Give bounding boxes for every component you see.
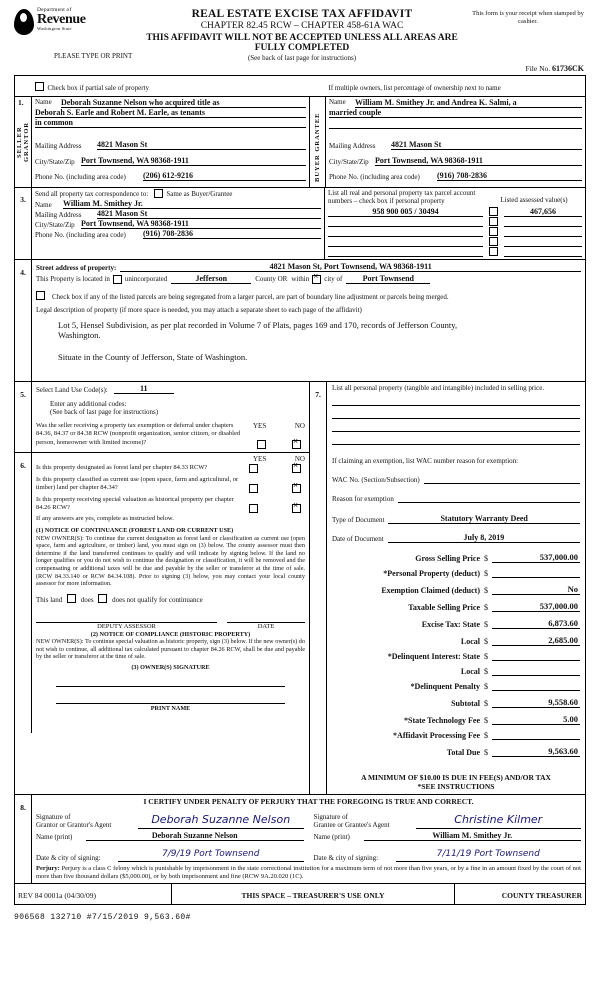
money-value-6 xyxy=(492,660,580,661)
doc-date-value: July 8, 2019 xyxy=(388,533,580,543)
parcel-0: 958 900 005 / 30494 xyxy=(328,207,483,217)
seller-city-label: City/State/Zip xyxy=(35,157,75,166)
assessed-2 xyxy=(504,236,582,237)
money-value-1 xyxy=(492,577,580,578)
page-title: REAL ESTATE EXCISE TAX AFFIDAVIT xyxy=(191,8,413,20)
buyer-mailing-value: 4821 Mason St xyxy=(391,140,582,150)
money-value-11 xyxy=(492,739,580,740)
s5-yes-label: YES xyxy=(253,422,267,430)
wac-value xyxy=(424,483,580,484)
file-no-value: 61736CK xyxy=(552,64,584,73)
money-row-8 xyxy=(332,682,580,691)
s6-q3-no-checkbox[interactable] xyxy=(292,504,301,513)
section-8-table xyxy=(14,795,586,884)
does-not-qualify-checkbox[interactable] xyxy=(98,594,107,603)
dollar-sign-2: $ xyxy=(484,586,488,595)
buyer-name-line1: William M. Smithey Jr. and Andrea K. Salmi, a xyxy=(355,98,582,108)
section-3-number: 3. xyxy=(20,195,26,204)
money-row-0 xyxy=(332,552,580,563)
buyer-mailing-label: Mailing Address xyxy=(329,142,376,151)
money-row-4 xyxy=(332,618,580,629)
same-as-buyer-checkbox[interactable] xyxy=(154,189,163,198)
grantor-name-print-label: Name (print) xyxy=(36,833,73,841)
unincorporated-checkbox[interactable] xyxy=(113,275,122,284)
segregation-checkbox[interactable] xyxy=(36,291,45,300)
grantee-date-city: 7/11/19 Port Townsend xyxy=(436,849,540,859)
s5-no-label: NO xyxy=(294,422,305,430)
section-8-number: 8. xyxy=(20,803,26,812)
exemption-claim-label: If claiming an exemption, list WAC number reason for exemption: xyxy=(332,457,519,465)
continuance-body: NEW OWNER(S): To continue the current designation as forest land or classification as current use (open space, farm and agriculture, or timber) land, you must sign on (3) below. The county assessor must then determine if the land transferred continues to qualify and will indicate by signing below. If the land no longer qualifies or you do not wish to continue the designation or classification, it will be removed and the compensating or additional taxes will be due and payable by the seller or transferor at the time of sale. (RCW 84.33.140 or RCW 84.34.108). Prior to signing (3) below, you may contact your local county assessor for more information. xyxy=(36,534,305,588)
money-label-1: *Personal Property (deduct) xyxy=(383,569,480,578)
money-value-2: No xyxy=(492,584,580,595)
money-label-2: Exemption Claimed (deduct) xyxy=(381,586,480,595)
send-correspondence-label: Send all property tax correspondence to: xyxy=(35,189,149,198)
money-label-8: *Delinquent Penalty xyxy=(410,682,480,691)
buyer-name-label: Name xyxy=(329,98,346,106)
additional-codes-line1: Enter any additional codes: xyxy=(50,400,127,408)
s6-q2-no-checkbox[interactable] xyxy=(292,484,301,493)
assessed-0: 467,656 xyxy=(504,207,582,217)
city-of-label: city of xyxy=(324,275,343,283)
seller-mailing-label: Mailing Address xyxy=(35,142,82,151)
money-rows xyxy=(332,552,580,757)
footer-table xyxy=(14,884,586,905)
print-name-line[interactable] xyxy=(56,703,285,704)
grantor-signature: Deborah Suzanne Nelson xyxy=(151,813,291,826)
grantee-name-print-label: Name (print) xyxy=(313,833,350,841)
money-row-6 xyxy=(332,652,580,661)
seller-grantor-label: SELLER GRANTOR xyxy=(16,121,30,163)
section-6-number: 6. xyxy=(20,461,26,470)
money-label-5: Local xyxy=(460,637,480,646)
partial-sale-checkbox[interactable] xyxy=(35,82,44,91)
dept-line2: Revenue xyxy=(37,11,86,27)
land-use-value: 11 xyxy=(114,384,174,394)
pp-line-0[interactable] xyxy=(332,404,580,406)
s5-no-checkbox[interactable] xyxy=(292,440,301,449)
chapter-subtitle: CHAPTER 82.45 RCW – CHAPTER 458-61A WAC xyxy=(200,21,404,31)
seller-city-value: Port Townsend, WA 98368-1911 xyxy=(81,156,306,166)
grantor-date-city-label: Date & city of signing: xyxy=(36,854,101,862)
buyer-name-line2: married couple xyxy=(329,108,582,118)
seller-mailing-value: 4821 Mason St xyxy=(97,140,306,150)
money-row-1 xyxy=(332,569,580,578)
street-address-label: Street address of property: xyxy=(36,264,117,272)
seller-name-line3: in common xyxy=(35,118,306,128)
seller-name-line2: Deborah S. Earle and Robert M. Earle, as tenants xyxy=(35,108,306,118)
money-row-11 xyxy=(332,731,580,740)
parcel-2-personal-checkbox[interactable] xyxy=(489,227,498,236)
money-label-9: Subtotal xyxy=(451,699,480,708)
within-city-checkbox[interactable] xyxy=(312,275,321,284)
s6-q3-yes-checkbox[interactable] xyxy=(249,504,258,513)
within-label: within xyxy=(291,275,310,283)
section-1-table xyxy=(14,75,586,188)
segregation-label: Check box if any of the listed parcels are being segregated from a larger parcel, are part of boundary line adjustment or parcels being merged. xyxy=(52,293,449,301)
buyer-city-label: City/State/Zip xyxy=(329,157,369,166)
money-value-5: 2,685.00 xyxy=(492,635,580,646)
section-7-number: 7. xyxy=(315,390,321,399)
section-4-number: 4. xyxy=(20,268,26,277)
compliance-title: (2) NOTICE OF COMPLIANCE (HISTORIC PROPERTY) xyxy=(90,630,251,638)
seller-phone-label: Phone No. (including area code) xyxy=(35,173,126,182)
street-address-value: 4821 Mason St, Port Townsend, WA 98368-1911 xyxy=(120,262,581,272)
dollar-sign-12: $ xyxy=(484,748,488,757)
minimum-line-2: *SEE INSTRUCTIONS xyxy=(417,782,495,791)
parcel-0-personal-checkbox[interactable] xyxy=(489,207,498,216)
perjury-label: Perjury: xyxy=(36,865,60,872)
dollar-sign-7: $ xyxy=(484,667,488,676)
corr-phone-label: Phone No. (including area code) xyxy=(35,231,126,239)
continuance-title: (1) NOTICE OF CONTINUANCE (FOREST LAND OR CURRENT USE) xyxy=(36,527,234,535)
legal-description-label: Legal description of property (if more space is needed, you may attach a separate sheet to each page of the affidavit) xyxy=(36,306,362,314)
seller-name-line1: Deborah Suzanne Nelson who acquired title as xyxy=(61,98,306,108)
assessor-date-label: DATE xyxy=(257,622,275,630)
land-use-label: Select Land Use Code(s): xyxy=(36,386,108,394)
buyer-city-value: Port Townsend, WA 98368-1911 xyxy=(375,156,582,166)
s5-yes-checkbox[interactable] xyxy=(257,440,266,449)
buyer-grantee-label: BUYER GRANTEE xyxy=(314,112,321,182)
dept-line3: Washington State xyxy=(37,25,72,31)
parcel-3-personal-checkbox[interactable] xyxy=(489,237,498,246)
exemption-question: Was the seller receiving a property tax exemption or deferral under chapters 84.36, 84.37 or 84.38 RCW (nonprofit organization, senior citizen, or disabled person, homeowner with limited income)? xyxy=(36,422,241,446)
located-in-label: This Property is located in xyxy=(36,275,110,283)
section-4-table xyxy=(14,260,586,382)
grantor-signature-line[interactable] xyxy=(138,810,304,829)
grantee-sig-label-2: Grantee or Grantee's Agent xyxy=(313,821,390,829)
pp-line-2[interactable] xyxy=(332,430,580,432)
reason-value xyxy=(398,502,580,503)
print-name-label: PRINT NAME xyxy=(150,704,191,712)
buyer-phone-label: Phone No. (including area code) xyxy=(329,173,420,182)
assessed-1 xyxy=(504,226,582,227)
grantor-date-city: 7/9/19 Port Townsend xyxy=(162,849,260,859)
does-not-label: does not qualify for continuance xyxy=(112,595,203,604)
grantor-sig-label-2: Grantor or Grantor's Agent xyxy=(36,821,112,829)
wac-label: WAC No. (Section/Subsection) xyxy=(332,476,420,484)
seller-name-label: Name xyxy=(35,98,52,106)
receipt-note: This form is your receipt when stamped by cashier. xyxy=(472,10,584,26)
grantee-name-print: William M. Smithey Jr. xyxy=(364,831,582,841)
doc-type-value: Statutory Warranty Deed xyxy=(388,514,580,524)
corr-city-value: Port Townsend, WA 98368-1911 xyxy=(81,219,321,229)
does-label: does xyxy=(80,595,94,604)
corr-name-value: William M. Smithey Jr. xyxy=(63,199,321,209)
money-label-4: Excise Tax: State xyxy=(421,620,480,629)
sections-5-6-7-table xyxy=(14,382,586,795)
please-type-note: PLEASE TYPE OR PRINT xyxy=(54,52,133,60)
money-label-6: *Delinquent Interest: State xyxy=(387,652,480,661)
water-drop-icon xyxy=(14,9,34,35)
additional-codes-line2: (See back of last page for instructions) xyxy=(50,408,159,416)
grantor-sig-label-1: Signature of xyxy=(36,813,71,821)
dollar-sign-8: $ xyxy=(484,682,488,691)
unincorporated-label: unincorporated xyxy=(124,275,168,283)
dollar-sign-3: $ xyxy=(484,603,488,612)
legal-line-3: Situate in the County of Jefferson, State of Washington. xyxy=(58,352,248,362)
pp-line-1[interactable] xyxy=(332,417,580,419)
county-treasurer-label: COUNTY TREASURER xyxy=(501,891,582,901)
money-value-4: 6,873.60 xyxy=(492,618,580,629)
s6-q2-yes-checkbox[interactable] xyxy=(249,484,258,493)
money-label-12: Total Due xyxy=(446,748,480,757)
legal-line-1: Lot 5, Hensel Subdivision, as per plat recorded in Volume 7 of Plats, pages 169 and 170, records of Jefferson County, xyxy=(58,320,458,330)
compliance-body: NEW OWNER(S): To continue special valuation as historic property, sign (3) below. If the new owner(s) do not wish to continue, all additional tax calculated pursuant to chapter 84.26 RCW, shall be due and payable by the seller or transferor at the time of sale. xyxy=(36,638,305,661)
dollar-sign-4: $ xyxy=(484,620,488,629)
s6-note: If any answers are yes, complete as instructed below. xyxy=(36,514,174,522)
this-land-label: This land xyxy=(36,595,63,604)
county-or-label: County OR xyxy=(255,275,288,283)
s6-q2: Is this property classified as current use (open space, farm and agricultural, or timber) land per chapter 84.34? xyxy=(36,476,239,492)
owner-signature-label: (3) OWNER(S) SIGNATURE xyxy=(131,663,210,671)
grantor-name-print: Deborah Suzanne Nelson xyxy=(86,831,304,841)
assessed-header: Listed assessed value(s) xyxy=(500,196,568,204)
grantee-sig-label-1: Signature of xyxy=(313,813,348,821)
buyer-name-line3 xyxy=(329,118,582,129)
dollar-sign-11: $ xyxy=(484,731,488,740)
s6-q1-no-checkbox[interactable] xyxy=(292,464,301,473)
reason-label: Reason for exemption xyxy=(332,495,394,503)
corr-mailing-label: Mailing Address xyxy=(35,211,82,219)
money-value-7 xyxy=(492,675,580,676)
owner-signature-line[interactable] xyxy=(56,686,285,687)
money-row-9 xyxy=(332,697,580,708)
parcel-header-line2: numbers – check box if personal property xyxy=(328,197,445,205)
instructions-note: (See back of last page for instructions) xyxy=(247,54,357,62)
parcel-header-line1: List all real and personal property tax parcel account xyxy=(328,189,476,197)
rev-form-number: REV 84 0001a (04/30/09) xyxy=(18,891,96,901)
money-row-10 xyxy=(332,714,580,725)
deputy-assessor-label: DEPUTY ASSESSOR xyxy=(97,622,156,630)
dollar-sign-1: $ xyxy=(484,569,488,578)
same-as-buyer-label: Same as Buyer/Grantee xyxy=(166,189,233,198)
partial-sale-label: Check box if partial sale of property xyxy=(47,84,149,92)
section-3-table xyxy=(14,188,586,260)
money-row-5 xyxy=(332,635,580,646)
county-value: Jefferson xyxy=(171,274,251,284)
multiple-owners-label: If multiple owners, list percentage of ownership next to name xyxy=(328,84,501,92)
s6-yes-label: YES xyxy=(253,455,267,463)
parcel-4-personal-checkbox[interactable] xyxy=(489,247,498,256)
money-row-3 xyxy=(332,601,580,612)
s6-q3: Is this property receiving special valuation as historical property per chapter 84.26 RCW? xyxy=(36,495,234,512)
doc-date-label: Date of Document xyxy=(332,535,384,543)
money-label-7: Local xyxy=(460,667,480,676)
pp-line-3[interactable] xyxy=(332,443,580,445)
certify-statement: I CERTIFY UNDER PENALTY OF PERJURY THAT THE FOREGOING IS TRUE AND CORRECT. xyxy=(143,797,474,806)
grantee-signature: Christine Kilmer xyxy=(454,813,543,826)
perjury-text: Perjury is a class C felony which is punishable by imprisonment in the state correctional institution for a maximum term of not more than five years, or by a fine in an amount fixed by the court of not more than five thousand dollars ($5,000.00), or by both imprisonment and fine (RCW 9A.20.020 (1C). xyxy=(36,865,581,881)
grantor-date-city-line[interactable] xyxy=(118,843,304,862)
corr-phone-value: (916) 708-2836 xyxy=(143,229,321,239)
dept-line1: Department of xyxy=(37,7,72,13)
seller-phone-value: (206) 612-9216 xyxy=(143,171,306,181)
grantee-date-city-label: Date & city of signing: xyxy=(313,854,379,862)
money-row-12 xyxy=(332,746,580,757)
money-row-7 xyxy=(332,667,580,676)
form-content xyxy=(14,8,586,922)
money-value-10: 5.00 xyxy=(492,714,580,725)
dollar-sign-10: $ xyxy=(484,716,488,725)
dollar-sign-5: $ xyxy=(484,637,488,646)
treasurer-use-label: THIS SPACE – TREASURER'S USE ONLY xyxy=(241,891,385,901)
grantee-date-city-line[interactable] xyxy=(396,843,582,862)
money-value-8 xyxy=(492,690,580,691)
section-1-number: 1. xyxy=(18,98,24,107)
grantee-signature-line[interactable] xyxy=(416,810,582,829)
title-block xyxy=(134,8,470,62)
minimum-line-1: A MINIMUM OF $10.00 IS DUE IN FEE(S) AND/OR TAX xyxy=(361,773,551,782)
personal-property-label: List all personal property (tangible and intangible) included in selling price. xyxy=(332,384,545,392)
s6-q1-yes-checkbox[interactable] xyxy=(249,464,258,473)
file-number-line xyxy=(14,64,586,73)
money-label-0: Gross Selling Price xyxy=(415,554,480,563)
doc-type-label: Type of Document xyxy=(332,516,385,524)
money-row-2 xyxy=(332,584,580,595)
assessed-3 xyxy=(504,246,582,247)
dollar-sign-0: $ xyxy=(484,554,488,563)
corr-mailing-value: 4821 Mason St xyxy=(97,209,321,219)
dor-logo xyxy=(14,8,134,34)
s6-q1: Is this property designated as forest land per chapter 84.33 RCW? xyxy=(36,464,208,471)
assessed-4 xyxy=(504,256,582,257)
section-5-number: 5. xyxy=(20,390,26,399)
treasurer-stamp-code: 906568 132710 #7/15/2019 9,563.60# xyxy=(14,913,191,923)
buyer-phone-value: (916) 708-2836 xyxy=(437,171,582,181)
corr-name-label: Name xyxy=(35,201,52,209)
money-value-9: 9,558.60 xyxy=(492,697,580,708)
money-label-10: *State Technology Fee xyxy=(404,716,480,725)
corr-city-label: City/State/Zip xyxy=(35,221,75,229)
s6-no-label: NO xyxy=(294,455,305,463)
money-label-3: Taxable Selling Price xyxy=(408,603,480,612)
legal-line-2: Washington. xyxy=(58,330,101,340)
money-value-0: 537,000.00 xyxy=(492,552,580,563)
money-value-12: 9,563.60 xyxy=(492,746,580,757)
money-label-11: *Affidavit Processing Fee xyxy=(393,731,480,740)
dollar-sign-9: $ xyxy=(484,699,488,708)
money-value-3: 537,000.00 xyxy=(492,601,580,612)
parcel-1-personal-checkbox[interactable] xyxy=(489,217,498,226)
acceptance-notice: THIS AFFIDAVIT WILL NOT BE ACCEPTED UNLESS ALL AREAS ARE FULLY COMPLETED xyxy=(146,33,458,53)
city-value: Port Townsend xyxy=(346,274,430,284)
does-qualify-checkbox[interactable] xyxy=(67,594,76,603)
dollar-sign-6: $ xyxy=(484,652,488,661)
file-no-label: File No. xyxy=(525,64,551,73)
